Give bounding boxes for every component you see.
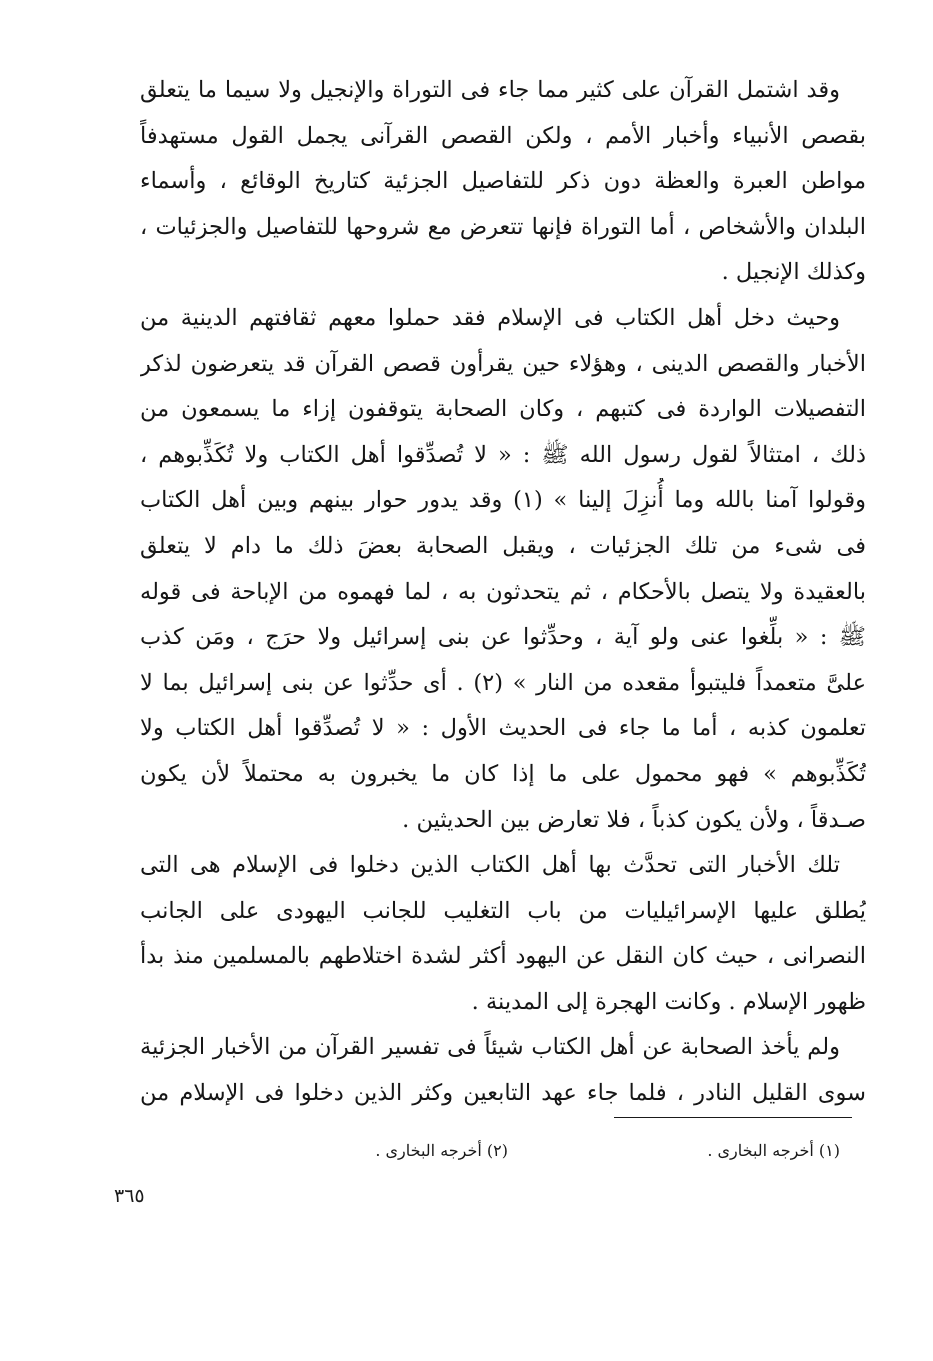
text-line: النصرانى ، حيث كان النقل عن اليهود أكثر لشدة اختلاطهم بالمسلمين منذ بدأ [140, 943, 866, 970]
footnote-2: (٢) أخرجه البخارى . [375, 1141, 508, 1160]
paragraph-1 [140, 68, 866, 296]
paragraph-4 [140, 1025, 866, 1116]
text-line: التفصيلات الواردة فى كتبهم ، وكان الصحابة يتوقفون إزاء ما يسمعون من [140, 396, 866, 423]
text-line: ظهور الإسلام . وكانت الهجرة إلى المدينة . [471, 988, 866, 1015]
text-line: بالعقيدة ولا يتصل بالأحكام ، ثم يتحدثون به ، لما فهموه من الإباحة فى قوله [140, 578, 866, 605]
page-number: ٣٦٥ [114, 1185, 145, 1207]
footnote-separator [614, 1117, 852, 1118]
text-line: ذلك ، امتثالاً لقول رسول الله ﷺ : « لا تُصدِّقوا أهل الكتاب ولا تُكَذِّبوهم ، [140, 441, 866, 468]
text-line: وكذلك الإنجيل . [721, 259, 866, 286]
text-line: علىَّ متعمداً فليتبوأ مقعده من النار » (٢) . أى حدِّثوا عن بنى إسرائيل بما لا [140, 669, 866, 696]
text-line: فى شىء من تلك الجزئيات ، ويقبل الصحابة بعضَ ذلك ما دام لا يتعلق [140, 532, 866, 559]
paragraph-3 [140, 843, 866, 1025]
text-line: الأخبار والقصص الدينى ، وهؤلاء حين يقرأون قصص القرآن قد يتعرضون لذكر [140, 350, 866, 377]
text-line: ﷺ : « بلِّغوا عنى ولو آية ، وحدِّثوا عن بنى إسرائيل ولا حرَج ، ومَن كذب [140, 624, 866, 651]
text-line: تعلمون كذبه ، أما ما جاء فى الحديث الأول : « لا تُصدِّقوا أهل الكتاب ولا [140, 715, 866, 742]
text-line: صـدقاً ، ولأن يكون كذباً ، فلا تعارض بين الحديثين . [402, 806, 866, 833]
footnote-1: (١) أخرجه البخارى . [707, 1141, 840, 1160]
text-line: يُطلق عليها الإسرائيليات من باب التغليب للجانب اليهودى على الجانب [140, 897, 866, 924]
main-text [140, 68, 866, 1117]
paragraph-2 [140, 296, 866, 843]
text-line: سوى القليل النادر ، فلما جاء عهد التابعين وكثر الذين دخلوا فى الإسلام من [140, 1080, 866, 1107]
text-line: البلدان والأشخاص ، أما التوراة فإنها تتعرض مع شروحها للتفاصيل والجزئيات ، [140, 213, 866, 240]
text-line: ولم يأخذ الصحابة عن أهل الكتاب شيئاً فى تفسير القرآن من الأخبار الجزئية [140, 1034, 840, 1061]
text-line: بقصص الأنبياء وأخبار الأمم ، ولكن القصص القرآنى يجمل القول مستهدفاً [140, 122, 866, 149]
text-line: مواطن العبرة والعظة دون ذكر للتفاصيل الجزئية كتاريخ الوقائع ، وأسماء [140, 168, 866, 195]
text-line: تُكَذِّبوهم » فهو محمول على ما إذا كان ما يخبرون به محتملاً لأن يكون [140, 760, 866, 787]
text-line: وحيث دخل أهل الكتاب فى الإسلام فقد حملوا معهم ثقافتهم الدينية من [140, 304, 840, 331]
text-line: تلك الأخبار التى تحدَّث بها أهل الكتاب الذين دخلوا فى الإسلام هى التى [140, 852, 840, 879]
text-line: وقد اشتمل القرآن على كثير مما جاء فى التوراة والإنجيل ولا سيما ما يتعلق [140, 77, 840, 103]
text-line: وقولوا آمنا بالله وما أُنزِلَ إلينا » (١) وقد يدور حوار بينهم وبين أهل الكتاب [140, 487, 866, 514]
